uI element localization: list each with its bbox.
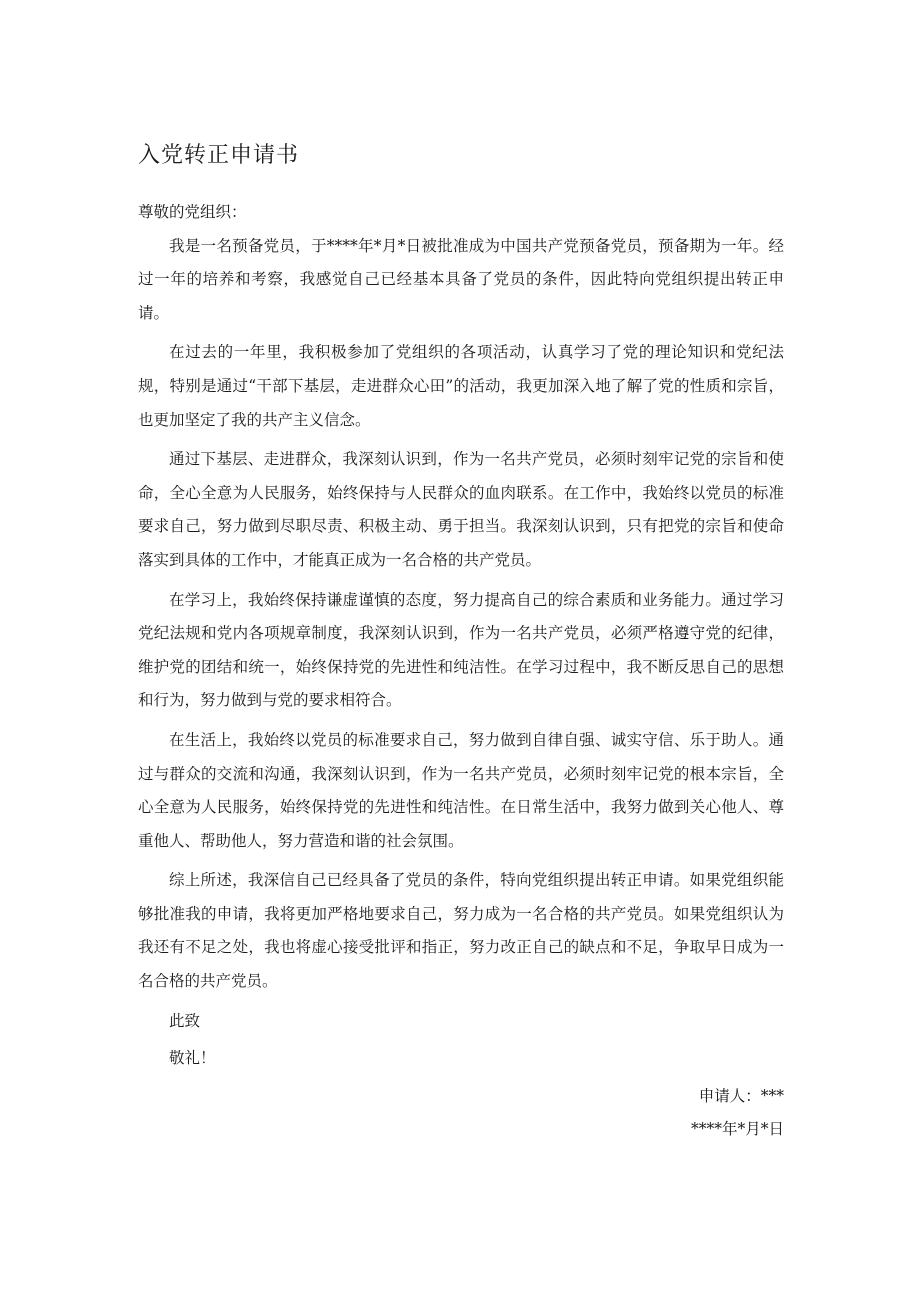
paragraph-2: 在过去的一年里，我积极参加了党组织的各项活动，认真学习了党的理论知识和党纪法规，特别是通过“干部下基层，走进群众心田”的活动，我更加深入地了解了党的性质和宗旨，也更加坚定了我的共产主义信念。 bbox=[138, 343, 784, 429]
salutation: 尊敬的党组织： bbox=[138, 203, 247, 221]
paragraph-1: 我是一名预备党员，于****年*月*日被批准成为中国共产党预备党员，预备期为一年。经过一年的培养和考察，我感觉自己已经基本具备了党员的条件，因此特向党组织提出转正申请。 bbox=[138, 236, 784, 322]
paragraph-4: 在学习上，我始终保持谦虚谨慎的态度，努力提高自己的综合素质和业务能力。通过学习党纪法规和党内各项规章制度，我深刻认识到，作为一名共产党员，必须严格遵守党的纪律，维护党的团结和统一，始终保持党的先进性和纯洁性。在学习过程中，我不断反思自己的思想和行为，努力做到与党的要求相符合。 bbox=[138, 590, 784, 710]
closing-greeting: 此致 bbox=[169, 1011, 201, 1030]
paragraph-6: 综上所述，我深信自己已经具备了党员的条件，特向党组织提出转正申请。如果党组织能够批准我的申请，我将更加严格地要求自己，努力成为一名合格的共产党员。如果党组织认为我还有不足之处，我也将虚心接受批评和指正，努力改正自己的缺点和不足，争取早日成为一名合格的共产党员。 bbox=[138, 871, 784, 991]
closing-salute: 敬礼！ bbox=[169, 1049, 216, 1068]
paragraph-5: 在生活上，我始终以党员的标准要求自己，努力做到自律自强、诚实守信、乐于助人。通过与群众的交流和沟通，我深刻认识到，作为一名共产党员，必须时刻牢记党的根本宗旨，全心全意为人民服务，始终保持党的先进性和纯洁性。在日常生活中，我努力做到关心他人、尊重他人、帮助他人，努力营造和谐的社会氛围。 bbox=[138, 730, 784, 850]
document-page bbox=[138, 138, 784, 1147]
applicant-signature: 申请人：*** bbox=[698, 1086, 784, 1105]
document-title: 入党转正申请书 bbox=[138, 143, 300, 168]
application-date: ****年*月*日 bbox=[690, 1120, 784, 1139]
paragraph-3: 通过下基层、走进群众，我深刻认识到，作为一名共产党员，必须时刻牢记党的宗旨和使命，全心全意为人民服务，始终保持与人民群众的血肉联系。在工作中，我始终以党员的标准要求自己，努力做到尽职尽责、积极主动、勇于担当。我深刻认识到，只有把党的宗旨和使命落实到具体的工作中，才能真正成为一名合格的共产党员。 bbox=[138, 450, 784, 569]
